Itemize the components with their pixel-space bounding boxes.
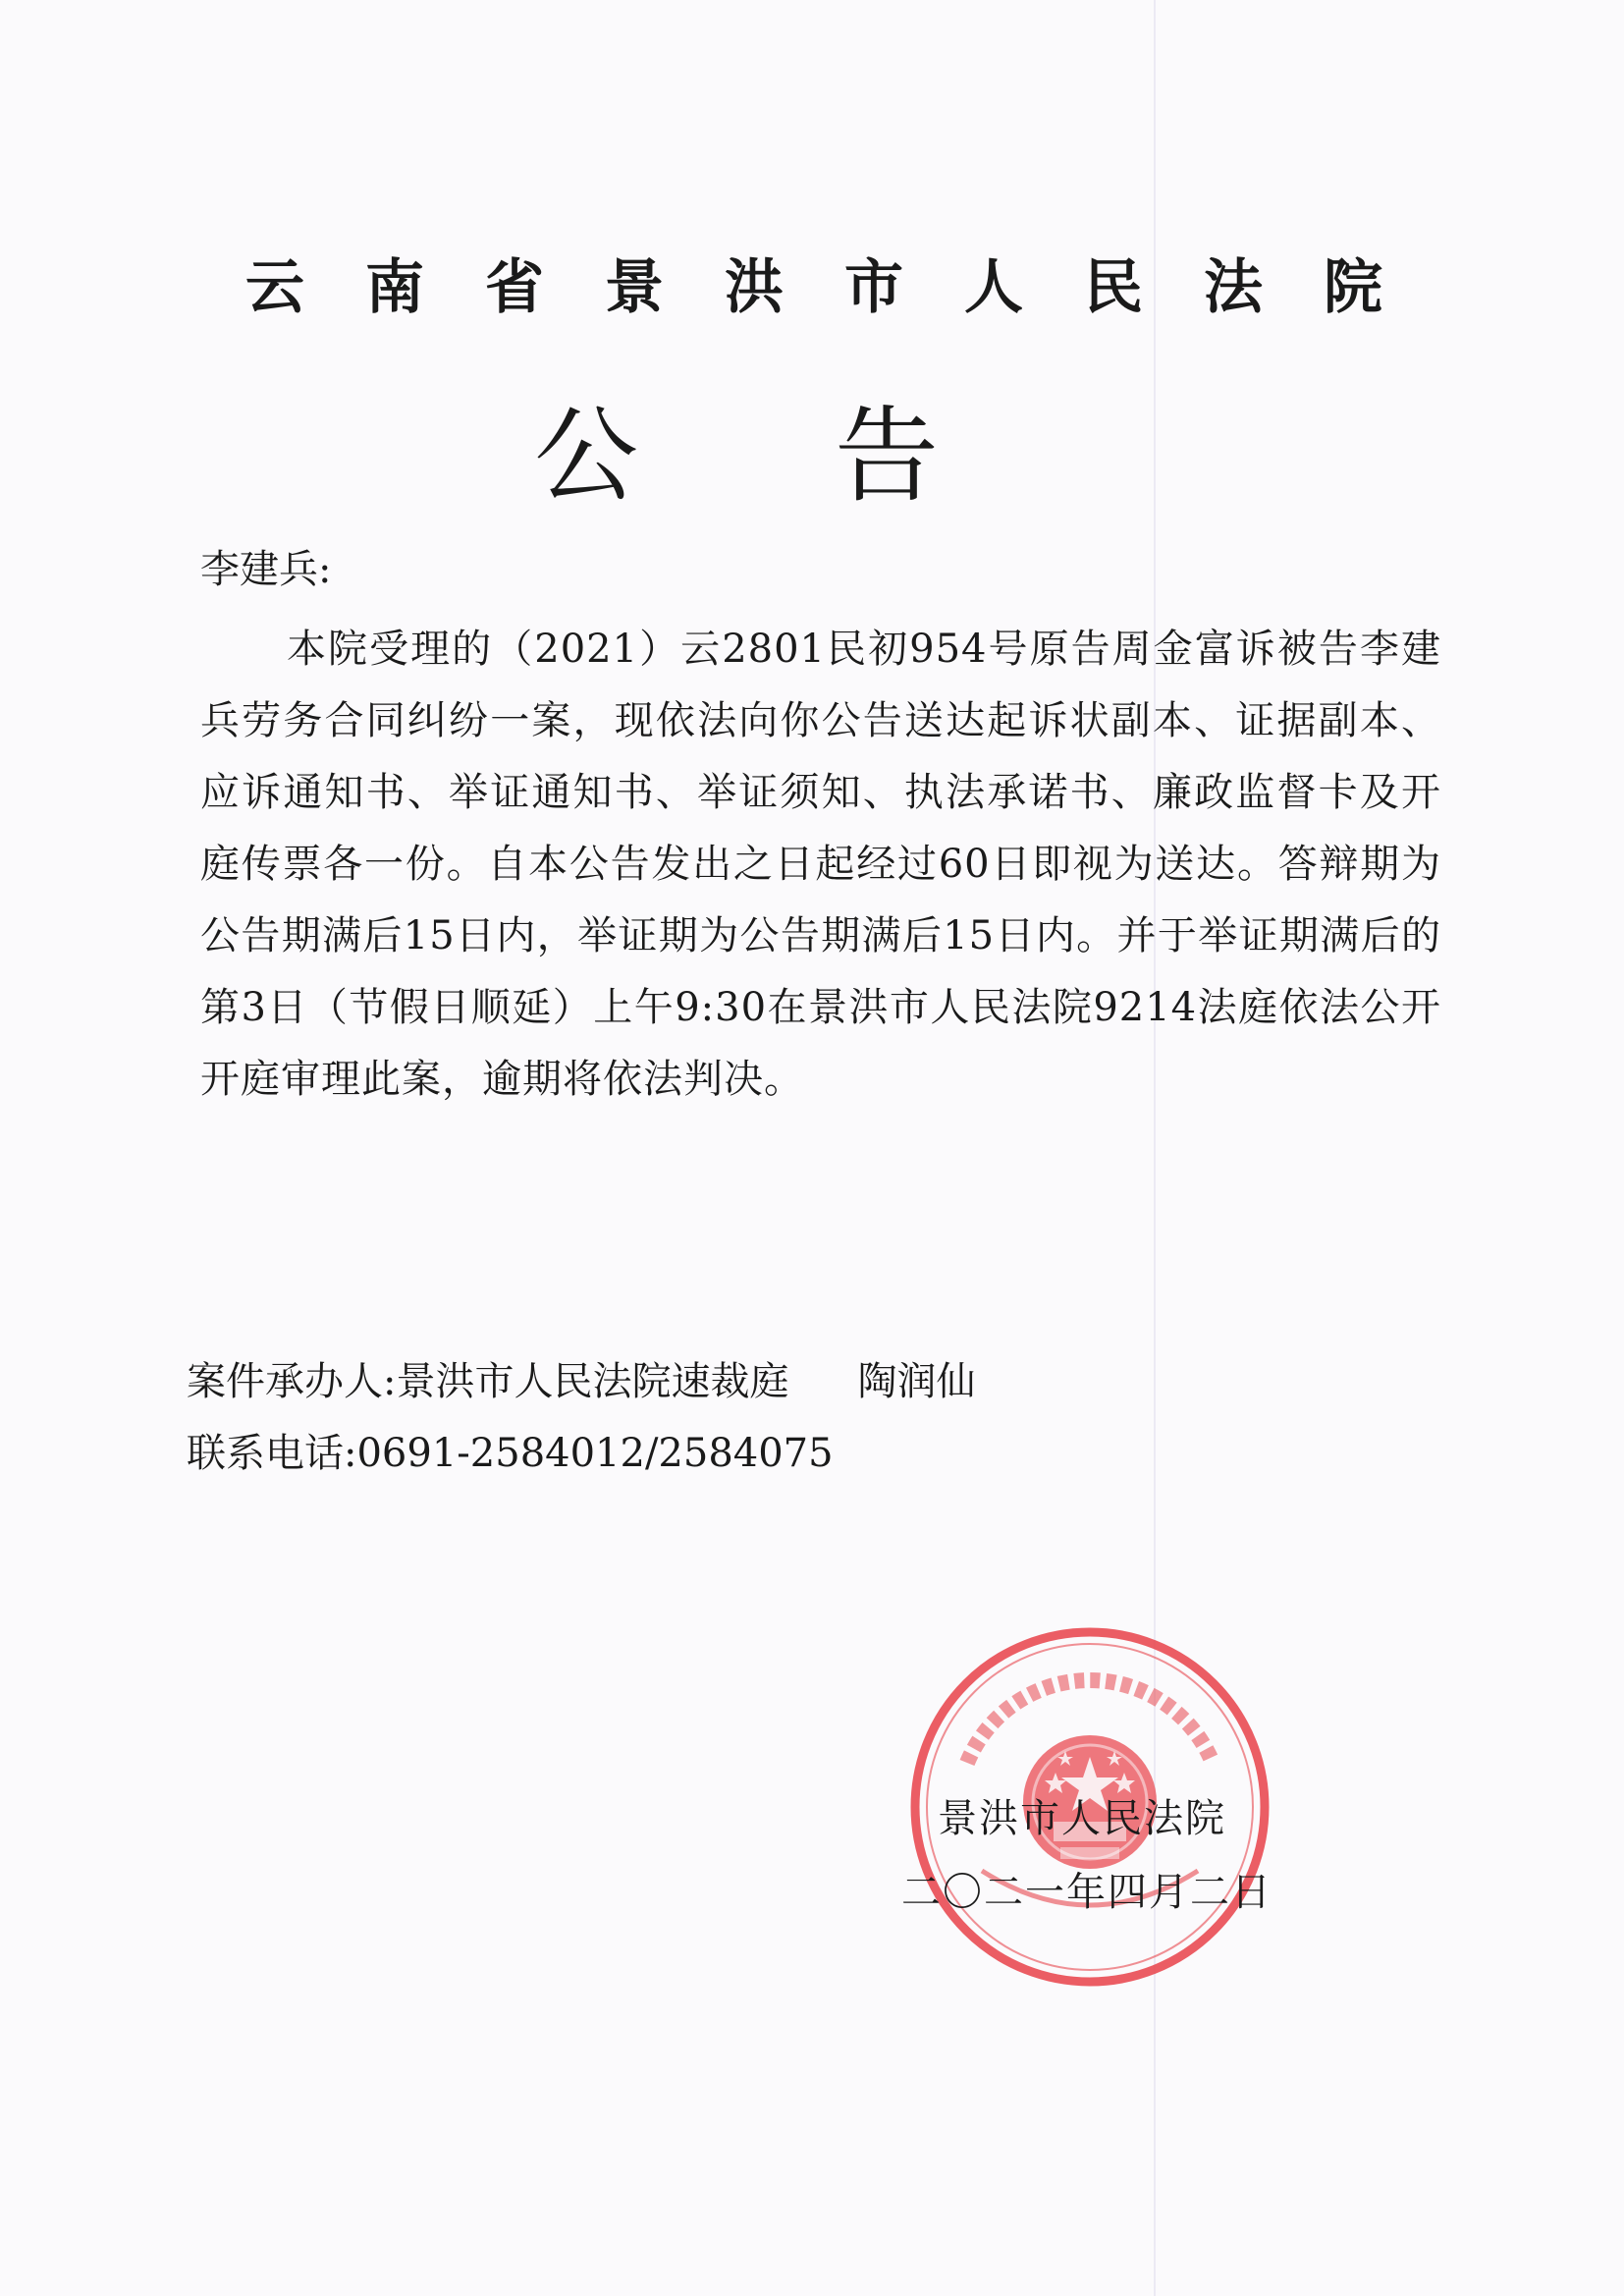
- notice-body: 本院受理的（2021）云2801民初954号原告周金富诉被告李建兵劳务合同纠纷一案，现依法向你公告送达起诉状副本、证据副本、应诉通知书、举证通知书、举证须知、执法承诺书、廉政监督卡及开庭传票各一份。自本公告发出之日起经过60日即视为送达。答辩期为公告期满后15日内，举证期为公告期满后15日内。并于举证期满后的第3日（节假日顺延）上午9:30在景洪市人民法院9214法庭依法公开开庭审理此案，逾期将依法判决。: [200, 627, 1441, 1102]
- handler-department: 景洪市人民法院速裁庭: [396, 1359, 789, 1404]
- document-title: 公告: [534, 396, 1135, 517]
- phone-line: [187, 1422, 834, 1478]
- court-name-heading: 云南省景洪市人民法院: [245, 253, 1443, 322]
- phone-label: 联系电话:: [187, 1431, 357, 1476]
- addressee: 李建兵:: [200, 547, 332, 592]
- issue-date: 二〇二一年四月二日: [901, 1870, 1272, 1915]
- case-handler-line: [187, 1350, 975, 1406]
- phone-number: 0691-2584012/2584075: [356, 1431, 834, 1476]
- handler-label: 案件承办人:: [187, 1359, 397, 1404]
- signing-court: 景洪市人民法院: [938, 1796, 1226, 1841]
- handler-name: 陶润仙: [857, 1359, 976, 1404]
